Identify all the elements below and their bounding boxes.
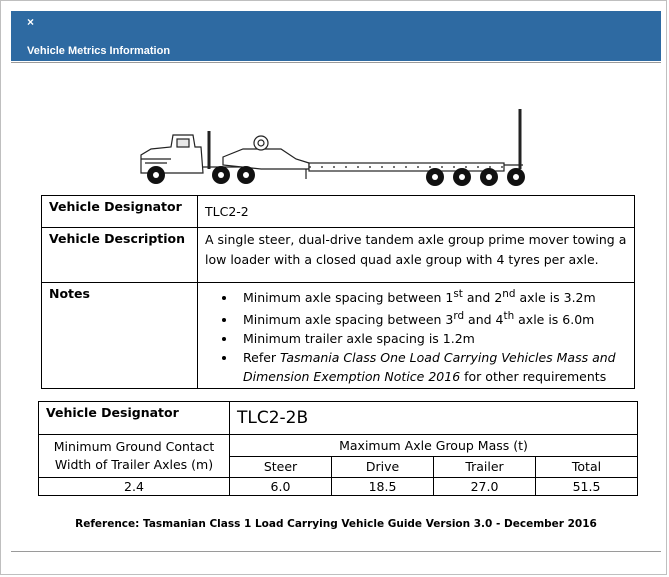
note-sup: rd xyxy=(453,310,465,323)
header-divider xyxy=(11,62,661,63)
note-italic: Tasmania Class One Load Carrying Vehicles Mass and Dimension Exemption Notice 2016 xyxy=(243,350,616,385)
note-text: and 2 xyxy=(462,290,503,306)
designator-row xyxy=(42,196,635,228)
mass-designator-value: TLC2-2B xyxy=(230,402,638,435)
col-trailer: Trailer xyxy=(434,456,536,478)
note-text: Minimum axle spacing between 1 xyxy=(243,290,454,306)
note-text: for other requirements xyxy=(460,369,607,385)
note-text: and 4 xyxy=(464,312,504,328)
designator-label: Vehicle Designator xyxy=(42,196,198,228)
col-drive: Drive xyxy=(332,456,434,478)
steer-value: 6.0 xyxy=(230,478,332,496)
reference-note: Reference: Tasmanian Class 1 Load Carrying Vehicle Guide Version 3.0 - December 2016 xyxy=(75,518,597,530)
vehicle-info-table xyxy=(41,195,635,389)
notes-list xyxy=(205,285,627,386)
note-text: Minimum trailer axle spacing is 1.2m xyxy=(243,331,475,347)
dialog-header xyxy=(11,11,661,61)
notes-label: Notes xyxy=(42,283,198,389)
list-item xyxy=(237,348,627,386)
note-sup: th xyxy=(503,310,515,323)
vehicle-diagram xyxy=(131,103,531,191)
mass-designator-row xyxy=(39,402,638,435)
mass-values-row xyxy=(39,478,638,496)
dialog-title: Vehicle Metrics Information xyxy=(27,45,171,57)
mass-header-row xyxy=(39,435,638,457)
description-value: A single steer, dual-drive tandem axle group prime mover towing a low loader with a closed quad axle group with 4 tyres per axle. xyxy=(198,228,635,283)
note-sup: st xyxy=(453,288,463,300)
ground-contact-value: 2.4 xyxy=(39,478,230,496)
note-text: Refer xyxy=(243,350,281,366)
total-value: 51.5 xyxy=(536,478,638,496)
note-sup: nd xyxy=(502,288,516,300)
note-text: axle is 6.0m xyxy=(514,312,595,328)
note-text: axle is 3.2m xyxy=(515,290,596,306)
mass-table xyxy=(38,401,638,496)
trailer-value: 27.0 xyxy=(434,478,536,496)
close-icon[interactable]: × xyxy=(27,15,35,29)
list-item xyxy=(237,285,627,307)
list-item xyxy=(237,329,627,348)
description-row xyxy=(42,228,635,283)
ground-contact-label: Minimum Ground Contact Width of Trailer Axles (m) xyxy=(39,435,230,478)
col-steer: Steer xyxy=(230,456,332,478)
note-text: Minimum axle spacing between 3 xyxy=(243,312,454,328)
mass-designator-label: Vehicle Designator xyxy=(39,402,230,435)
designator-value: TLC2-2 xyxy=(198,196,635,228)
notes-row xyxy=(42,283,635,389)
list-item xyxy=(237,307,627,329)
description-label: Vehicle Description xyxy=(42,228,198,283)
notes-value xyxy=(198,283,635,389)
footer-divider xyxy=(11,551,661,552)
max-mass-label: Maximum Axle Group Mass (t) xyxy=(230,435,638,457)
drive-value: 18.5 xyxy=(332,478,434,496)
col-total: Total xyxy=(536,456,638,478)
